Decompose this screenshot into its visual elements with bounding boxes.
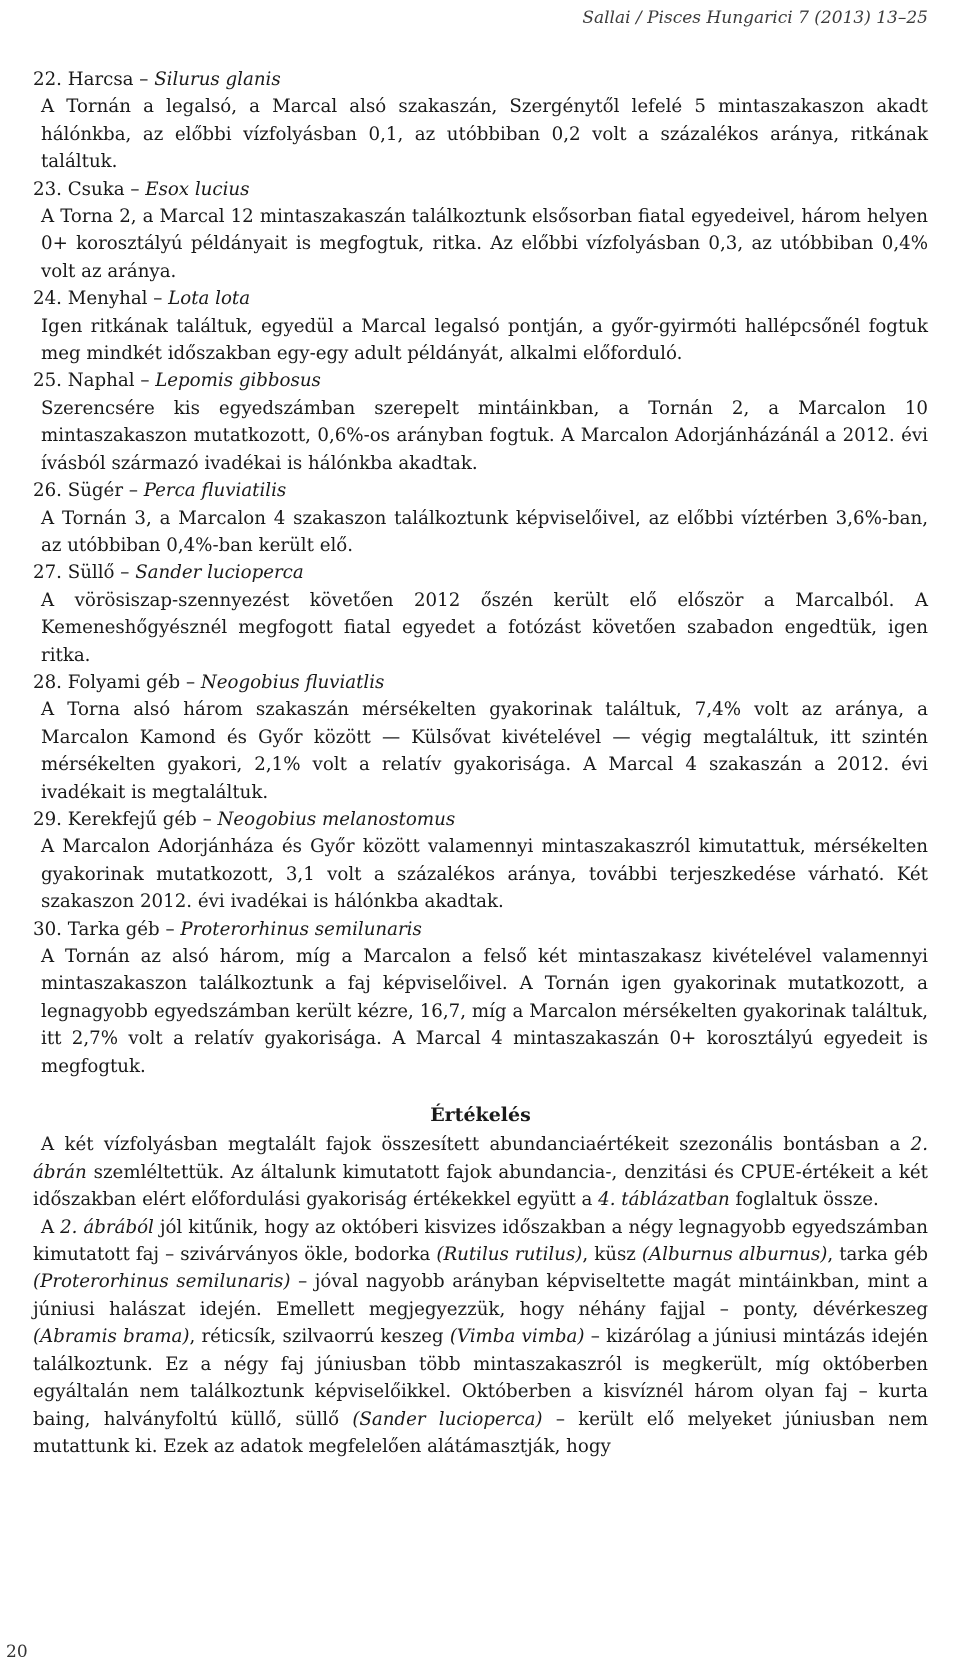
species-entry-22: 22. Harcsa – Silurus glanis A Tornán a legalsó, a Marcal alsó szakaszán, Szergénytől lefelé 5 mintaszakaszon akadt hálónkba, az előbbi vízfolyásban 0,1, az utóbbiban 0,2 volt a százalékos aránya, ritkának találtuk. [33, 66, 928, 176]
species-name: Menyhal [67, 288, 148, 310]
entry-number: 29. [33, 808, 62, 830]
entry-text: A Torna 2, a Marcal 12 mintaszakaszán találkoztunk elsősorban fiatal egyedeivel, három helyen 0+ korosztályú példányait is megfogtuk, ritka. Az előbbi vízfolyásban 0,3, az utóbbiban 0,4% volt az aránya. [41, 206, 928, 282]
species-name: Tarka géb [67, 918, 160, 940]
entry-text: A Tornán az alsó három, míg a Marcalon a felső két mintaszakasz kivételével valamennyi mintaszakaszon találkoztunk a faj képviselőivel. A Tornán igen gyakorinak mutatkozott, a legnagyobb egyedszámban került kézre, 16,7, míg a Marcalon mérsékelten gyakorinak találtuk, itt 2,7% volt a relatív gyakorisága. A Marcal 4 mintaszakaszán 0+ korosztályú egyedeit is megfogtuk. [41, 946, 928, 1077]
entry-text: A vörösiszap-szennyezést követően 2012 őszén került elő először a Marcalból. A Kemeneshőgyésznél megfogott fiatal egyedet a fotózást követően szabadon engedtük, igen ritka. [41, 589, 928, 666]
entry-number: 27. [33, 562, 62, 584]
entry-number: 23. [33, 178, 62, 200]
species-latin: Sander lucioperca [135, 562, 304, 584]
paragraph-2: A 2. ábrából jól kitűnik, hogy az októberi kisvizes időszakban a négy legnagyobb egyedszámban kimutatott faj – szivárványos ökle, bodorka (Rutilus rutilus), küsz (Alburnus alburnus), tarka géb (Proterorhinus semilunaris) – jóval nagyobb arányban képviseltette magát mintáinkban, mint a júniusi halászat idején. Emellett megjegyezzük, hogy néhány fajjal – ponty, dévérkeszeg (Abramis brama), réticsík, szilvaorrú keszeg (Vimba vimba) – kizárólag a júniusi mintázás idején találkoztunk. Ez a négy faj júniusban több mintaszakaszról is megkerült, míg októberben egyáltalán nem találkoztunk képviselőikkel. Októberben a kisvíznél három olyan faj – kurta baing, halványfoltú küllő, süllő (Sander lucioperca) – került elő melyeket júniusban nem mutattunk ki. Ezek az adatok megfelelően alátámasztják, hogy [33, 1216, 928, 1457]
species-entry-23: 23. Csuka – Esox lucius A Torna 2, a Marcal 12 mintaszakaszán találkoztunk elsősorban fiatal egyedeivel, három helyen 0+ korosztályú példányait is megfogtuk, ritka. Az előbbi vízfolyásban 0,3, az utóbbiban 0,4% volt az aránya. [33, 176, 928, 286]
species-latin: Lota lota [168, 288, 251, 310]
entry-number: 24. [33, 288, 62, 310]
section-heading: Értékelés [430, 1104, 531, 1127]
species-entry-29: 29. Kerekfejű géb – Neogobius melanostomus A Marcalon Adorjánháza és Győr között valamennyi mintaszakaszról kimutattuk, mérsékelten gyakorinak mutatkozott, 3,1 volt a százalékos aránya, további terjeszkedése várható. Két szakaszon 2012. évi ivadékai is hálónkba akadtak. [33, 806, 928, 916]
species-name: Süllő [67, 562, 115, 584]
species-entry-27: 27. Süllő – Sander lucioperca A vörösiszap-szennyezést követően 2012 őszén került elő először a Marcalból. A Kemeneshőgyésznél megfogott fiatal egyedet a fotózást követően szabadon engedtük, igen ritka. [33, 559, 928, 669]
entry-text: Igen ritkának találtuk, egyedül a Marcal legalsó pontján, a győr-gyirmóti hallépcsőnél fogtuk meg mindkét időszakban egy-egy adult példányát, alkalmi előforduló. [41, 315, 928, 365]
table-ref: 4. táblázatban [598, 1189, 730, 1211]
species-entry-30: 30. Tarka géb – Proterorhinus semilunaris A Tornán az alsó három, míg a Marcalon a felső két mintaszakasz kivételével valamennyi mintaszakaszon találkoztunk a faj képviselőivel. A Tornán igen gyakorinak mutatkozott, a legnagyobb egyedszámban került kézre, 16,7, míg a Marcalon mérsékelten gyakorinak találtuk, itt 2,7% volt a relatív gyakorisága. A Marcal 4 mintaszakaszán 0+ korosztályú egyedeit is megfogtuk. [33, 916, 928, 1080]
species-latin: Proterorhinus semilunaris [180, 918, 422, 940]
entry-text: Szerencsére kis egyedszámban szerepelt mintáinkban, a Tornán 2, a Marcalon 10 mintaszakaszon mutatkozott, 0,6%-os arányban fogtuk. A Marcalon Adorjánházánál a 2012. évi ívásból származó ivadékai is hálónkba akadtak. [41, 397, 928, 474]
entry-number: 26. [33, 480, 62, 502]
species-latin: Silurus glanis [154, 69, 281, 90]
species-entry-28: 28. Folyami géb – Neogobius fluviatlis A Torna alsó három szakaszán mérsékelten gyakorinak találtuk, 7,4% volt az aránya, a Marcalon Kamond és Győr között — Külsővat kivételével — végig megtaláltuk, itt szintén mérsékelten gyakori, 2,1% volt a relatív gyakorisága. A Marcal 4 szakaszán a 2012. évi ivadékait is megtaláltuk. [33, 669, 928, 806]
species-name: Kerekfejű géb [67, 808, 197, 830]
entry-number: 28. [33, 671, 62, 693]
entry-number: 22. [33, 69, 62, 90]
species-latin: Neogobius fluviatlis [200, 671, 385, 693]
species-name: Csuka [67, 178, 125, 200]
species-entry-24: 24. Menyhal – Lota lota Igen ritkának találtuk, egyedül a Marcal legalsó pontján, a győr-gyirmóti hallépcsőnél fogtuk meg mindkét időszakban egy-egy adult példányát, alkalmi előforduló. [33, 285, 928, 367]
latin-name: (Alburnus alburnus) [641, 1244, 828, 1266]
entry-number: 30. [33, 918, 62, 940]
entry-text: A Torna alsó három szakaszán mérsékelten gyakorinak találtuk, 7,4% volt az aránya, a Marcalon Kamond és Győr között — Külsővat kivételével — végig megtaláltuk, itt szintén mérsékelten gyakori, 2,1% volt a relatív gyakorisága. A Marcal 4 szakaszán a 2012. évi ivadékait is megtaláltuk. [41, 699, 928, 803]
entry-text: A Marcalon Adorjánháza és Győr között valamennyi mintaszakaszról kimutattuk, mérsékelten gyakorinak mutatkozott, 3,1 volt a százalékos aránya, további terjeszkedése várható. Két szakaszon 2012. évi ivadékai is hálónkba akadtak. [41, 836, 928, 913]
latin-name: (Vimba vimba) [449, 1326, 585, 1348]
species-latin: Perca fluviatilis [143, 480, 287, 502]
species-latin: Lepomis gibbosus [155, 370, 321, 392]
species-name: Naphal [67, 370, 135, 392]
paragraph-1: A két vízfolyásban megtalált fajok összesített abundanciaértékeit szezonális bontásban a 2. ábrán szemléltettük. Az általunk kimutatott fajok abundancia-, denzitási és CPUE-értékeit a két időszakban elért előfordulási gyakoriság értékekkel együtt a 4. táblázatban foglaltuk össze. [33, 1134, 928, 1211]
latin-name: (Sander lucioperca) [352, 1408, 543, 1430]
entry-text: A Tornán 3, a Marcalon 4 szakaszon találkoztunk képviselőivel, az előbbi víztérben 3,6%-ban, az utóbbiban 0,4%-ban került elő. [41, 507, 928, 556]
species-latin: Neogobius melanostomus [217, 808, 456, 830]
entry-text: A Tornán a legalsó, a Marcal alsó szakaszán, Szergénytől lefelé 5 mintaszakaszon akadt hálónkba, az előbbi vízfolyásban 0,1, az utóbbiban 0,2 volt a százalékos aránya, ritkának találtuk. [41, 96, 928, 173]
figure-ref: 2. ábrán [33, 1134, 928, 1183]
latin-name: (Abramis brama) [33, 1326, 190, 1348]
entry-number: 25. [33, 370, 62, 392]
figure-ref: 2. ábrából [60, 1216, 154, 1238]
species-name: Harcsa [67, 69, 134, 90]
species-entry-25: 25. Naphal – Lepomis gibbosus Szerencsére kis egyedszámban szerepelt mintáinkban, a Tornán 2, a Marcalon 10 mintaszakaszon mutatkozott, 0,6%-os arányban fogtuk. A Marcalon Adorjánházánál a 2012. évi ívásból származó ivadékai is hálónkba akadtak. [33, 367, 928, 477]
latin-name: (Proterorhinus semilunaris) [33, 1271, 291, 1293]
species-entry-26: 26. Sügér – Perca fluviatilis A Tornán 3, a Marcalon 4 szakaszon találkoztunk képviselőivel, az előbbi víztérben 3,6%-ban, az utóbbiban 0,4%-ban került elő. [33, 477, 928, 559]
species-name: Folyami géb [67, 671, 181, 693]
page-number: 20 [6, 1642, 28, 1662]
species-latin: Esox lucius [145, 178, 250, 200]
latin-name: (Rutilus rutilus) [436, 1244, 583, 1266]
species-name: Sügér [67, 480, 124, 502]
article-body [33, 66, 928, 1460]
running-header: Sallai / Pisces Hungarici 7 (2013) 13–25 [582, 8, 928, 28]
